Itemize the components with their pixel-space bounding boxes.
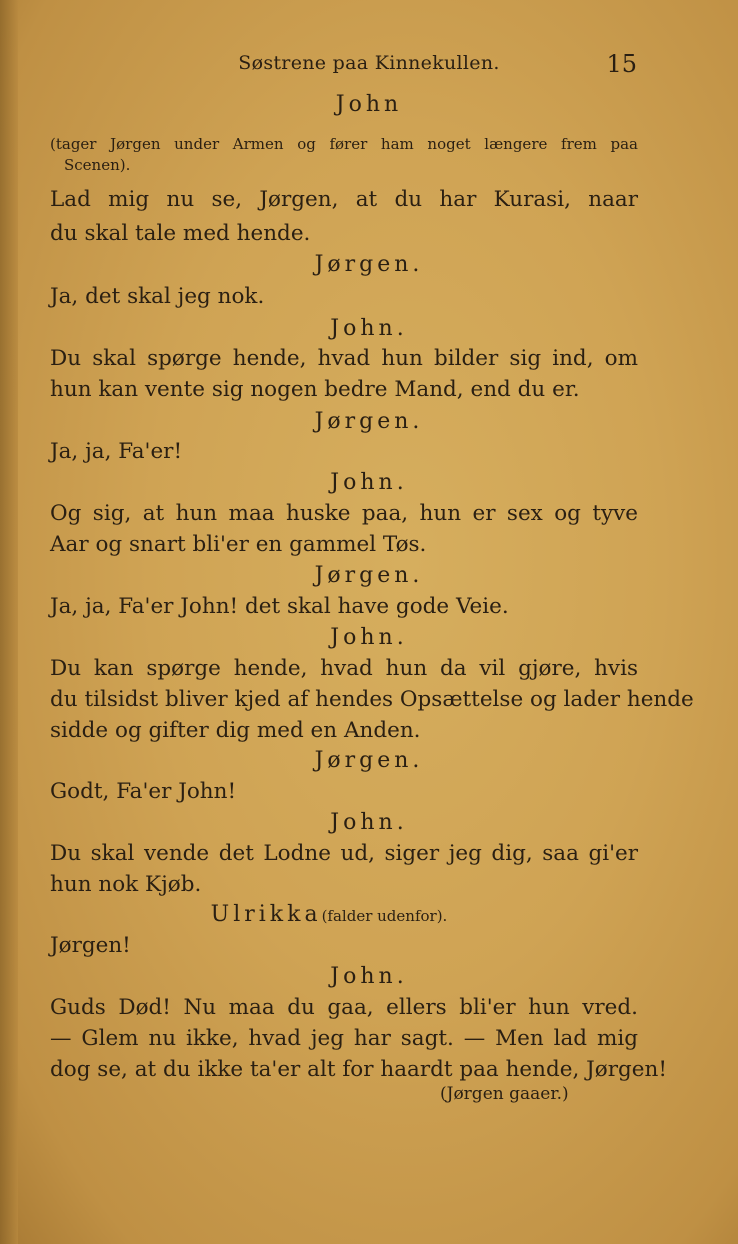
- dialogue-line: hun nok Kjøb.: [50, 872, 202, 897]
- speaker-name: John.: [330, 625, 408, 650]
- page-number: 15: [606, 50, 637, 78]
- dialogue-line: du tilsidst bliver kjed af hendes Opsættelse og lader hende: [50, 687, 694, 712]
- speaker-name: Jørgen.: [314, 252, 424, 277]
- stage-direction: (tager Jørgen under Armen og fører ham noget længere frem paa: [50, 135, 638, 153]
- dialogue-line: hun kan vente sig nogen bedre Mand, end du er.: [50, 377, 580, 402]
- speaker-name: John.: [330, 964, 408, 989]
- dialogue-line: Og sig, at hun maa huske paa, hun er sex og tyve: [50, 501, 638, 526]
- page-header: [0, 52, 738, 80]
- running-title: Søstrene paa Kinnekullen.: [238, 52, 500, 74]
- dialogue-line: Du skal spørge hende, hvad hun bilder sig ind, om: [50, 346, 638, 371]
- dialogue-line: — Glem nu ikke, hvad jeg har sagt. — Men lad mig: [50, 1026, 638, 1051]
- dialogue-line: dog se, at du ikke ta'er alt for haardt paa hende, Jørgen!: [50, 1057, 667, 1082]
- dialogue-line: Godt, Fa'er John!: [50, 779, 237, 804]
- stage-direction: (falder udenfor).: [321, 907, 448, 925]
- stage-direction-exit: (Jørgen gaaer.): [440, 1084, 569, 1104]
- dialogue-line: du skal tale med hende.: [50, 221, 311, 246]
- dialogue-line: Aar og snart bli'er en gammel Tøs.: [50, 532, 427, 557]
- dialogue-line: Ja, det skal jeg nok.: [50, 284, 265, 309]
- page-edge-shadow: [0, 0, 18, 1244]
- speaker-name: Jørgen.: [314, 563, 424, 588]
- dialogue-line: Lad mig nu se, Jørgen, at du har Kurasi, naar: [50, 187, 638, 212]
- dialogue-line: sidde og gifter dig med en Anden.: [50, 718, 421, 743]
- speaker-name: [0, 900, 698, 931]
- speaker-name: John: [335, 92, 403, 117]
- speaker-name: John.: [330, 470, 408, 495]
- stage-direction: Scenen).: [64, 156, 131, 174]
- dialogue-line: Ja, ja, Fa'er John! det skal have gode Veie.: [50, 594, 509, 619]
- dialogue-line: Guds Død! Nu maa du gaa, ellers bli'er hun vred.: [50, 995, 638, 1020]
- speaker-name: Jørgen.: [314, 748, 424, 773]
- speaker-name-text: Ulrikka: [210, 902, 322, 927]
- dialogue-line: Du skal vende det Lodne ud, siger jeg dig, saa gi'er: [50, 841, 638, 866]
- speaker-name: John.: [330, 316, 408, 341]
- dialogue-line: Ja, ja, Fa'er!: [50, 439, 183, 464]
- speaker-name: John.: [330, 810, 408, 835]
- dialogue-line: Jørgen!: [50, 933, 131, 958]
- speaker-name: Jørgen.: [314, 409, 424, 434]
- dialogue-line: Du kan spørge hende, hvad hun da vil gjøre, hvis: [50, 656, 638, 681]
